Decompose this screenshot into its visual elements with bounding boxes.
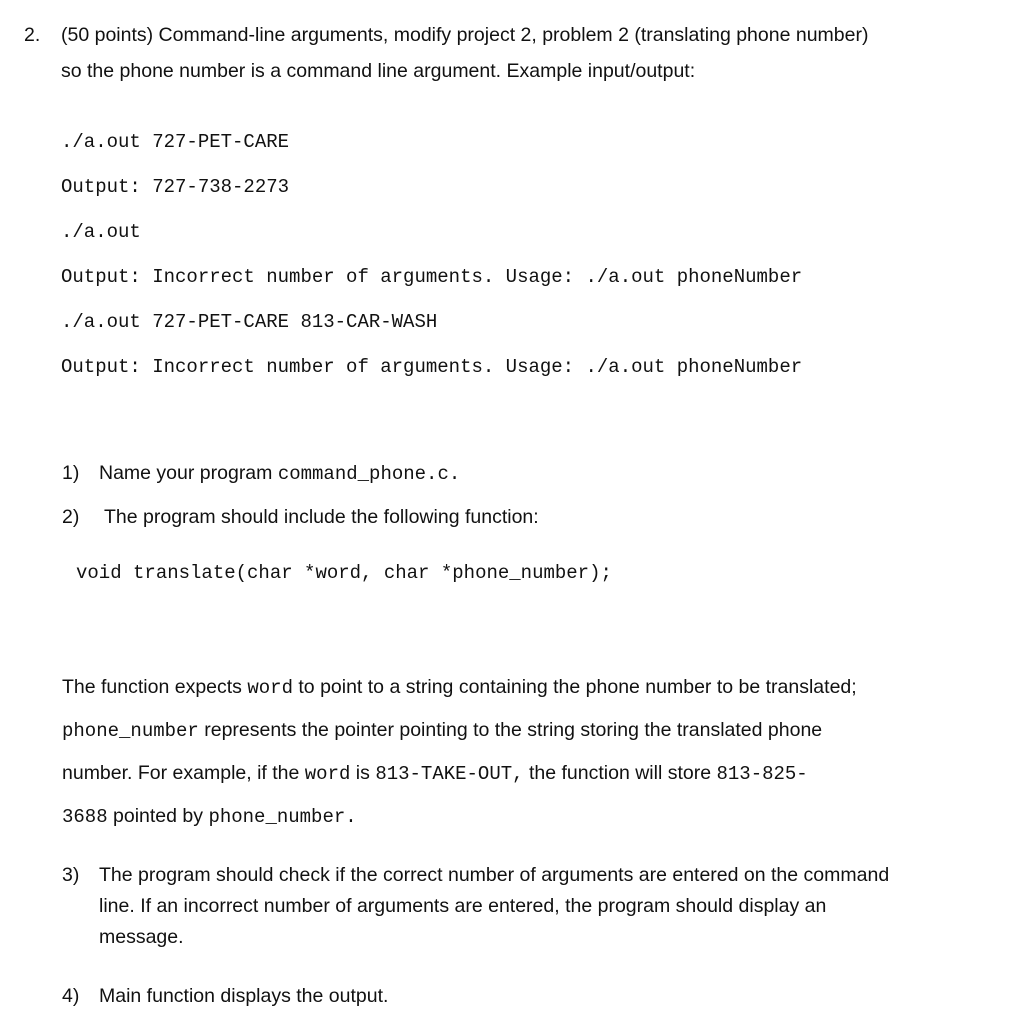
question-number: 2. (24, 24, 41, 46)
example-line: ./a.out 727-PET-CARE 813-CAR-WASH (61, 311, 438, 333)
example-line: Output: Incorrect number of arguments. Usage: ./a.out phoneNumber (61, 356, 803, 378)
example-line: Output: 727-738-2273 (61, 176, 290, 198)
list-item-number: 4) (62, 985, 80, 1007)
inline-code: word (304, 763, 351, 785)
inline-code: 813-TAKE-OUT, (375, 763, 524, 785)
list-item-text: The program should check if the correct number of arguments are entered on the command (99, 864, 890, 886)
paragraph-line: phone_number represents the pointer pointing to the string storing the translated phone (62, 719, 823, 742)
inline-code: 813-825- (716, 763, 808, 785)
inline-code: phone_number. (208, 806, 357, 828)
list-item-number: 2) (62, 506, 80, 528)
paragraph-line: number. For example, if the word is 813-TAKE-OUT, the function will store 813-825- (62, 762, 808, 785)
list-item (99, 462, 460, 485)
question-title-line1: (50 points) Command-line arguments, modify project 2, problem 2 (translating phone number) (61, 24, 869, 46)
list-item-text: Name your program (99, 462, 278, 484)
inline-code: phone_number (62, 720, 199, 742)
paragraph-line: 3688 pointed by phone_number. (62, 805, 357, 828)
inline-code: 3688 (62, 806, 108, 828)
example-line: Output: Incorrect number of arguments. Usage: ./a.out phoneNumber (61, 266, 803, 288)
paragraph-line: The function expects word to point to a string containing the phone number to be translated; (62, 676, 857, 699)
list-item-text: line. If an incorrect number of arguments are entered, the program should display an (99, 895, 827, 917)
list-item-text: The program should include the following function: (104, 506, 539, 528)
inline-code: word (247, 677, 293, 699)
example-line: ./a.out 727-PET-CARE (61, 131, 290, 153)
list-item-number: 3) (62, 864, 80, 886)
list-item-text: message. (99, 926, 184, 948)
example-line: ./a.out (61, 221, 141, 243)
question-title-line2: so the phone number is a command line argument. Example input/output: (61, 60, 696, 82)
list-item-text: Main function displays the output. (99, 985, 389, 1007)
inline-code: command_phone.c. (277, 463, 461, 485)
list-item-number: 1) (62, 462, 80, 484)
function-signature: void translate(char *word, char *phone_number); (76, 562, 612, 584)
